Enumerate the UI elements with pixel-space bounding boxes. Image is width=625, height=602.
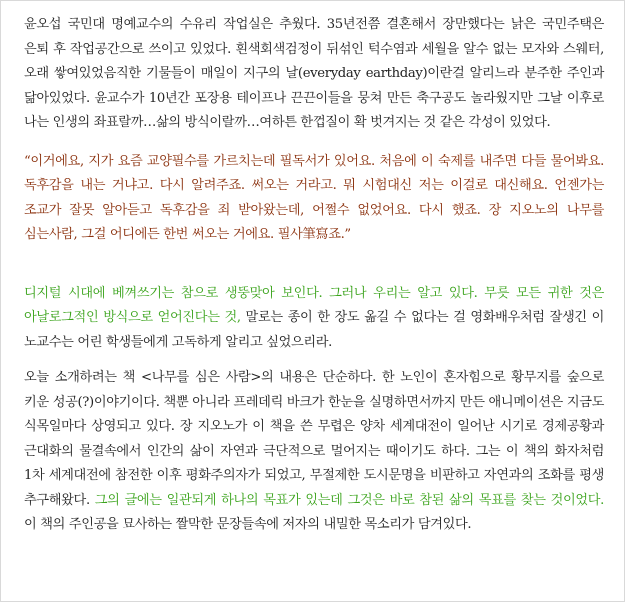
professor-quote: “이거에요, 지가 요즘 교양필수를 가르치는데 필독서가 있어요. 처음에 이 숙제를 내주면 다들 물어봐요. 독후감을 내는 거냐고. 다시 알려주죠. 써오는 거라고. 뭐 시험대신 저는 이걸로 대신해요. 언젠가는 조교가 잘못 알아듣고 독후감을 죄 받아왔는데, 어쩔수 없었어요. 다시 했죠. 장 지오노의 나무를 심는사람, 그걸 어디에든 한번 써오는 거에요. 필사筆寫죠.” <box>24 153 604 242</box>
paragraph-text: 이 책의 주인공을 묘사하는 짤막한 문장들속에 저자의 내밀한 목소리가 담겨있다. <box>24 517 472 532</box>
green-highlight-text: 그의 글에는 일관되게 하나의 목표가 있는데 그것은 바로 참된 삶의 목표를 찾는 것이었다. <box>89 492 604 508</box>
paragraph-text: 오늘 소개하려는 책 <나무를 심은 사람>의 내용은 단순하다. 한 노인이 혼자힘으로 황무지를 숲으로 키운 성공(?)이야기이다. 책뿐 아니라 프레데릭 바크가 한눈을 실명하면서까지 만든 애니메이션은 지금도 식목일마다 상영되고 있다. 장 지오노가 이 책을 쓴 무렵은 양차 세계대전이 일어난 시기로 경제공황과 근대화의 물결속에서 인간의 삶이 자연과 극단적으로 멀어지는 때이기도 하다. 그는 이 책의 화자처럼 1차 세계대전에 참전한 이후 평화주의자가 되었고, 무절제한 도시문명을 비판하고 자연과의 조화를 평생 추구해왔다. <box>24 370 604 508</box>
paragraph-text: 말로는 종이 한 장도 옮길 수 없다는 걸 영화배우처럼 잘생긴 이 노교수는 어린 학생들에게 고독하게 알리고 싶었으리라. <box>24 310 604 350</box>
green-highlight-text: 디지털 시대에 베껴쓰기는 참으로 생뚱맞아 보인다. 그러나 우리는 알고 있다. 무릇 모든 귀한 것은 아날로그적인 방식으로 얻어진다는 것, <box>24 285 604 325</box>
book-intro-paragraph <box>24 366 604 538</box>
digital-era-paragraph <box>24 282 604 356</box>
intro-paragraph: 윤오섭 국민대 명예교수의 수유리 작업실은 추웠다. 35년전쯤 결혼해서 장만했다는 낡은 국민주택은 은퇴 후 작업공간으로 쓰이고 있었다. 흰색회색검정이 뒤섞인 턱수염과 세월을 알수 없는 모자와 스웨터, 오래 쌓여있었음직한 기물들이 매일이 지구의 날(everyday earthday)이란걸 알리느라 분주한 주인과 닮아있었다. 윤교수가 10년간 포장용 테이프나 끈끈이들을 뭉쳐 만든 축구공도 놀라웠지만 그날 이후로 나는 인생의 좌표랄까…삶의 방식이랄까…여하튼 한껍질이 확 벗겨지는 것 같은 각성이 있었다. <box>24 17 604 130</box>
